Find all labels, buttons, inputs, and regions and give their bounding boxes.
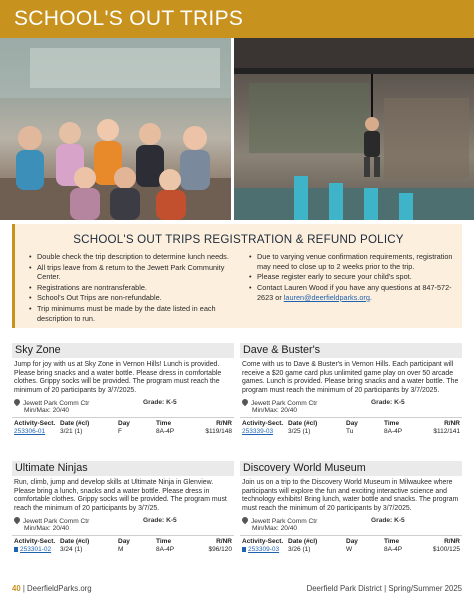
program-title: Discovery World Museum [240, 461, 462, 476]
kids-group-illustration [0, 38, 231, 220]
program-time: 8A-4P [156, 428, 175, 436]
policy-title: SCHOOL'S OUT TRIPS REGISTRATION & REFUND POLICY [73, 233, 404, 246]
location-text: Jewett Park Comm Ctr [251, 400, 318, 408]
program-minmax: Min/Max: 20/40 [252, 407, 298, 415]
registration-refund-policy [12, 224, 462, 328]
policy-item: • Registrations are nontransferable. [29, 283, 237, 293]
activity-code-link[interactable] [242, 546, 279, 553]
program-minmax: Min/Max: 20/40 [24, 407, 70, 415]
program-card-dave-and-busters [240, 343, 462, 435]
program-date: 3/24 (1) [60, 546, 83, 554]
climbing-course-photo [234, 38, 474, 220]
activity-code-text: 253309-03 [248, 546, 280, 554]
location-pin-icon [13, 398, 21, 406]
activity-code-text: 253301-02 [20, 546, 52, 554]
activity-code-link[interactable] [14, 546, 51, 553]
location-pin-icon [13, 516, 21, 524]
col-header-rnr: R/NR [216, 538, 232, 546]
program-date: 3/21 (1) [60, 428, 83, 436]
program-title: Ultimate Ninjas [12, 461, 234, 476]
col-header-activity: Activity-Sect. [242, 538, 284, 546]
program-description: Join us on a trip to the Discovery World Museum in Milwaukee where participants will explore the fun and exciting interactive science and technology exhibits! Bring lunch, water bottle and snacks. The program must reach the minimum of 20 participants by 3/7/2025. [242, 479, 459, 512]
col-header-date: Date (#cl) [60, 420, 90, 428]
program-description: Jump for joy with us at Sky Zone in Vernon Hills! Lunch is provided. Please bring snacks and a water bottle. Please dress in comfortable clothes. Grippy socks will be provided. The program must reach the minimum of 20 participants by 3/7/2025. [14, 361, 222, 394]
program-time: 8A-4P [384, 546, 403, 554]
program-minmax: Min/Max: 20/40 [24, 525, 70, 533]
program-grade: Grade: K-5 [371, 399, 405, 407]
ninja-course-illustration [234, 38, 474, 220]
policy-item: • Trip minimums must be made by the date listed in each description to run. [29, 304, 237, 324]
col-header-date: Date (#cl) [60, 538, 90, 546]
col-header-day: Day [118, 538, 130, 546]
program-day: W [346, 546, 353, 554]
register-cart-icon [242, 547, 246, 552]
policy-contact-text: Contact Lauren Wood if you have any questions at 847-572-2623 or [257, 282, 452, 302]
col-header-activity: Activity-Sect. [14, 420, 56, 428]
contact-email-link[interactable]: lauren@deerfieldparks.org [283, 292, 370, 302]
policy-item: • Please register early to secure your child's spot. [249, 272, 459, 282]
policy-item: • All trips leave from & return to the Jewett Park Community Center. [29, 263, 237, 283]
program-card-sky-zone [12, 343, 234, 435]
program-meta [12, 399, 234, 417]
program-schedule-table [240, 535, 462, 553]
program-schedule-table [12, 417, 234, 435]
col-header-time: Time [384, 538, 400, 546]
program-time: 8A-4P [384, 428, 403, 436]
col-header-time: Time [384, 420, 400, 428]
program-grade: Grade: K-5 [143, 517, 177, 525]
program-date: 3/26 (1) [288, 546, 311, 554]
policy-contact-end: . [369, 292, 372, 302]
page-footer [0, 584, 474, 596]
program-price: $96/120 [208, 546, 232, 554]
policy-list-left [29, 252, 237, 324]
program-title: Sky Zone [12, 343, 234, 358]
program-schedule-table [240, 417, 462, 435]
col-header-day: Day [346, 420, 358, 428]
program-grade: Grade: K-5 [143, 399, 177, 407]
program-schedule-table [12, 535, 234, 553]
program-date: 3/25 (1) [288, 428, 311, 436]
program-time: 8A-4P [156, 546, 175, 554]
col-header-date: Date (#cl) [288, 538, 318, 546]
activity-code-link[interactable]: 253306-01 [14, 428, 46, 436]
policy-item: • School's Out Trips are non-refundable. [29, 293, 237, 303]
page-number: 40 [12, 584, 21, 593]
page-title: SCHOOL'S OUT TRIPS [14, 7, 244, 30]
footer-site: DeerfieldParks.org [27, 584, 92, 593]
program-meta [240, 517, 462, 535]
kids-group-photo [0, 38, 231, 220]
program-day: Tu [346, 428, 354, 436]
program-title: Dave & Buster's [240, 343, 462, 358]
policy-list-right [249, 252, 459, 303]
program-day: M [118, 546, 124, 554]
policy-item: • Due to varying venue confirmation requirements, registration may need to close up to 2 weeks prior to the trip. [249, 252, 459, 272]
policy-item: • Double check the trip description to determine lunch needs. [29, 252, 237, 262]
location-text: Jewett Park Comm Ctr [23, 518, 90, 526]
location-pin-icon [241, 516, 249, 524]
program-description: Run, climb, jump and develop skills at Ultimate Ninja in Glenview. Please bring a lunch, snacks and a water bottle. Please dress in comfortable clothes. Grippy socks will be provided. The program must reach the minimum of 20 participants by 3/7/25. [14, 479, 227, 512]
program-meta [12, 517, 234, 535]
page-header [0, 0, 474, 38]
location-text: Jewett Park Comm Ctr [251, 518, 318, 526]
program-grade: Grade: K-5 [371, 517, 405, 525]
footer-publication: Deerfield Park District | Spring/Summer 2025 [306, 584, 462, 593]
col-header-rnr: R/NR [444, 538, 460, 546]
program-card-ultimate-ninjas [12, 461, 234, 553]
col-header-day: Day [118, 420, 130, 428]
program-day: F [118, 428, 122, 436]
program-price: $112/141 [433, 428, 460, 436]
col-header-date: Date (#cl) [288, 420, 318, 428]
program-card-discovery-world [240, 461, 462, 553]
location-pin-icon [241, 398, 249, 406]
col-header-rnr: R/NR [216, 420, 232, 428]
activity-code-link[interactable]: 253339-03 [242, 428, 274, 436]
col-header-day: Day [346, 538, 358, 546]
col-header-time: Time [156, 538, 172, 546]
program-price: $100/125 [432, 546, 460, 554]
program-meta [240, 399, 462, 417]
col-header-time: Time [156, 420, 172, 428]
program-minmax: Min/Max: 20/40 [252, 525, 298, 533]
register-cart-icon [14, 547, 18, 552]
col-header-activity: Activity-Sect. [242, 420, 284, 428]
policy-item [249, 283, 459, 303]
col-header-rnr: R/NR [444, 420, 460, 428]
footer-left: 40 | DeerfieldParks.org [12, 584, 92, 593]
col-header-activity: Activity-Sect. [14, 538, 56, 546]
program-price: $119/148 [205, 428, 232, 436]
location-text: Jewett Park Comm Ctr [23, 400, 90, 408]
program-description: Come with us to Dave & Buster's in Vernon Hills. Each participant will receive a $20 game card plus unlimited game play on over 50 arcade games. Lunch is provided. Please bring snacks and a water bottle. The program must reach the minimum of 20 participants by 3/7/2025. [242, 361, 459, 394]
